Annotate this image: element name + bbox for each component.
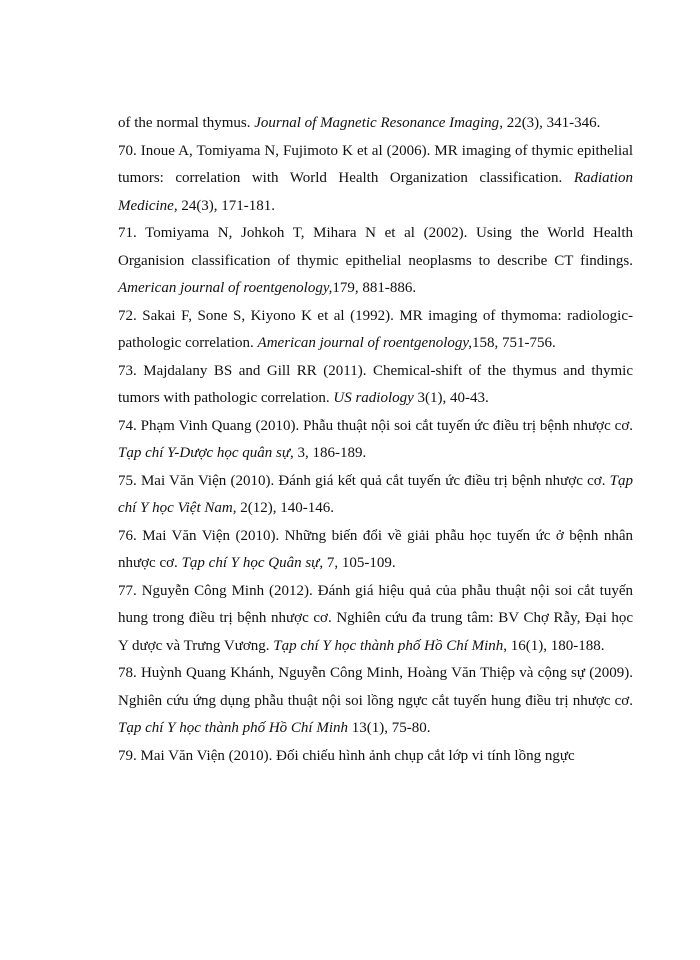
reference-70: 70. Inoue A, Tomiyama N, Fujimoto K et al (2006). MR imaging of thymic epithelial tumors: correlation with World Health Organization classification. Radiation Medicine, 24(3), 171-181. <box>118 142 633 214</box>
journal-title: Tạp chí Y học thành phố Hồ Chí Minh <box>118 720 349 736</box>
journal-title: Journal of Magnetic Resonance Imaging <box>254 115 500 131</box>
reference-77: 77. Nguyễn Công Minh (2012). Đánh giá hiệu quả của phẫu thuật nội soi cắt tuyến hung trong điều trị bệnh nhược cơ. Nghiên cứu đa trung tâm: BV Chợ Rẫy, Đại học Y dược và Trưng Vương. Tạp chí Y học thành phố Hồ Chí Minh, 16(1), 180-188. <box>118 582 633 654</box>
reference-78: 78. Huỳnh Quang Khánh, Nguyễn Công Minh, Hoàng Văn Thiệp và cộng sự (2009). Nghiên cứu ứng dụng phẫu thuật nội soi lồng ngực cắt tuyến hung điều trị nhược cơ. Tạp chí Y học thành phố Hồ Chí Minh 13(1), 75-80. <box>118 665 633 736</box>
reference-71: 71. Tomiyama N, Johkoh T, Mihara N et al (2002). Using the World Health Organision classification of thymic epithelial neoplasms to describe CT findings. American journal of roentgenology,179, 881-886. <box>118 225 633 296</box>
journal-title: Tạp chí Y học Việt Nam <box>118 472 633 516</box>
reference-76: 76. Mai Văn Viện (2010). Những biến đổi về giải phẫu học tuyến ức ở bệnh nhân nhược cơ. Tạp chí Y học Quân sự, 7, 105-109. <box>118 527 633 571</box>
reference-74: 74. Phạm Vinh Quang (2010). Phẫu thuật nội soi cắt tuyến ức điều trị bệnh nhược cơ. Tạp chí Y-Dược học quân sự, 3, 186-189. <box>118 417 633 461</box>
journal-title: Tạp chí Y học Quân sự <box>181 555 320 571</box>
journal-title: American journal of roentgenology, <box>118 280 333 296</box>
reference-72: 72. Sakai F, Sone S, Kiyono K et al (1992). MR imaging of thymoma: radiologic-pathologic correlation. American journal of roentgenology,158, 751-756. <box>118 307 633 351</box>
reference-75: 75. Mai Văn Viện (2010). Đánh giá kết quả cắt tuyến ức điều trị bệnh nhược cơ. Tạp chí Y học Việt Nam, 2(12), 140-146. <box>118 472 633 516</box>
reference-69-continuation: of the normal thymus. Journal of Magnetic Resonance Imaging, 22(3), 341-346. <box>118 115 601 131</box>
reference-73: 73. Majdalany BS and Gill RR (2011). Chemical-shift of the thymus and thymic tumors with pathologic correlation. US radiology 3(1), 40-43. <box>118 362 633 406</box>
journal-title: Radiation Medicine <box>118 170 633 214</box>
reference-79: 79. Mai Văn Viện (2010). Đối chiếu hình ảnh chụp cắt lớp vi tính lồng ngực <box>118 747 575 764</box>
reference-list <box>118 110 633 770</box>
journal-title: Tạp chí Y-Dược học quân sự <box>118 445 290 461</box>
journal-title: American journal of roentgenology, <box>257 335 472 351</box>
journal-title: Tạp chí Y học thành phố Hồ Chí Minh <box>273 637 504 654</box>
journal-title: US radiology <box>333 390 414 406</box>
